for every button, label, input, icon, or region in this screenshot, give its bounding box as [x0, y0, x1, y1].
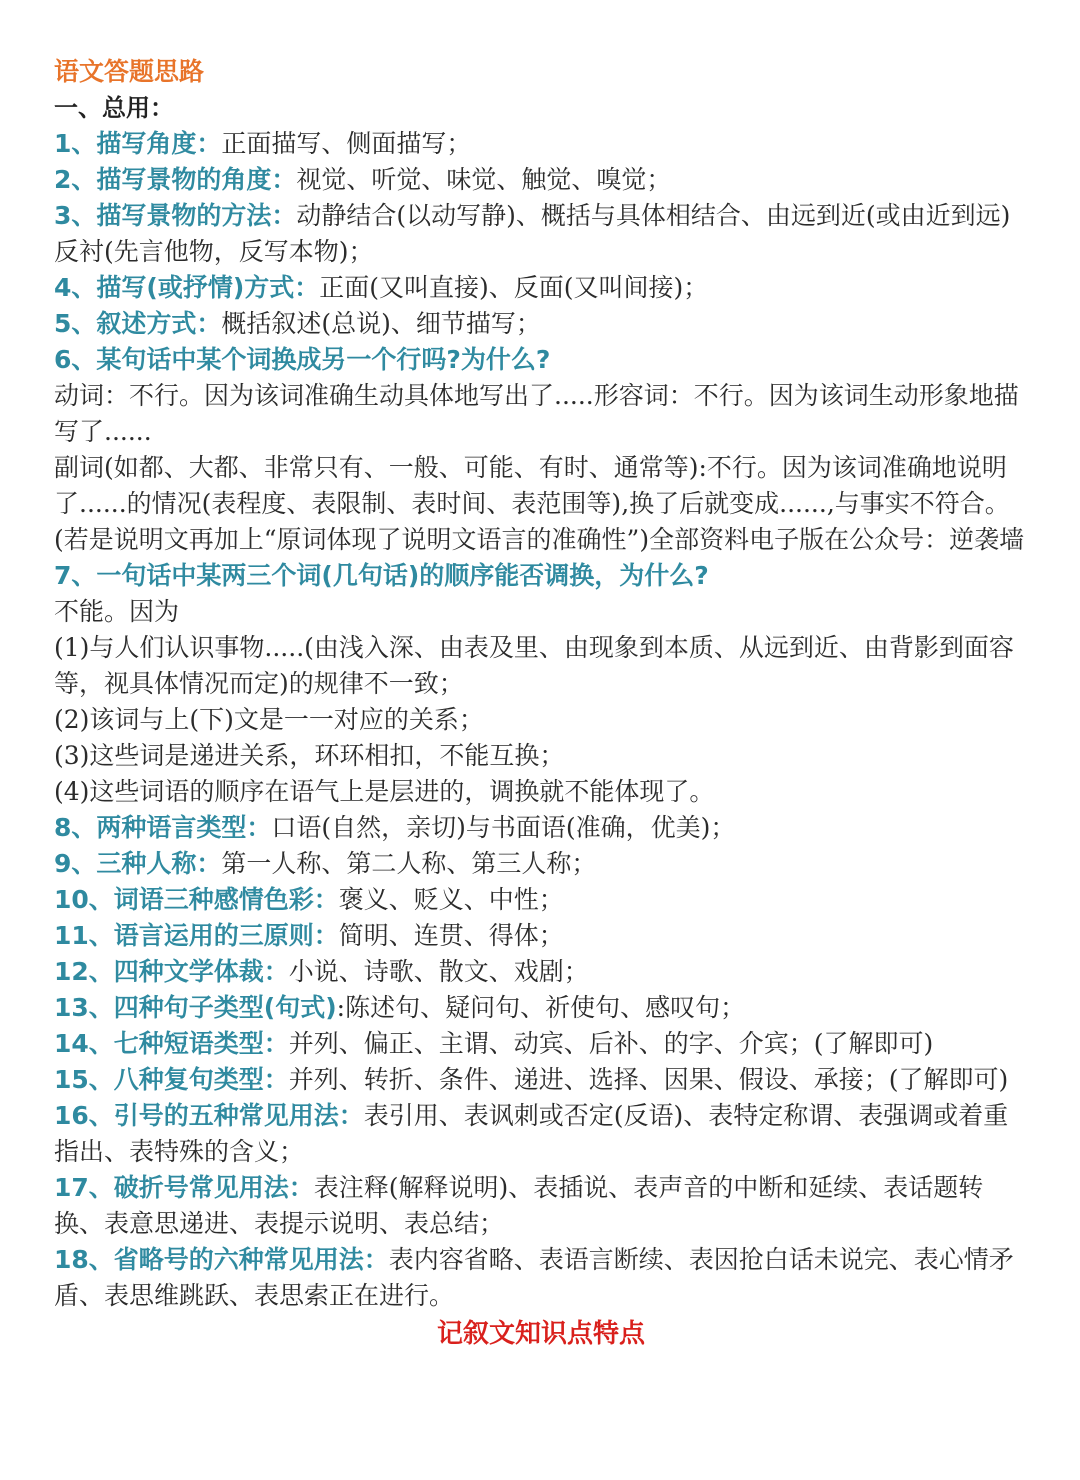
- list-item: [54, 954, 1028, 990]
- list-item: [54, 270, 1028, 306]
- item-text: 概括叙述(总说)、细节描写；: [221, 309, 541, 338]
- list-item: [54, 918, 1028, 954]
- answer-paragraph: (3)这些词是递进关系，环环相扣，不能互换；: [54, 741, 565, 770]
- item-text: 视觉、听觉、味觉、触觉、嗅觉；: [296, 165, 672, 194]
- item-lead: 17、破折号常见用法：: [54, 1173, 314, 1202]
- answer-paragraph: (2)该词与上(下)文是一一对应的关系；: [54, 705, 484, 734]
- item-lead: 1、描写角度：: [54, 129, 222, 158]
- list-item: [54, 810, 1028, 846]
- item-text: 并列、转折、条件、递进、选择、因果、假设、承接；(了解即可): [288, 1065, 1009, 1094]
- item-lead: 13、四种句子类型(句式): [54, 993, 337, 1022]
- answer-paragraph: (4)这些词语的顺序在语气上是层进的，调换就不能体现了。: [54, 777, 715, 806]
- answer-paragraph: (1)与人们认识事物.....(由浅入深、由表及里、由现象到本质、从远到近、由背影到面容等，视具体情况而定)的规律不一致；: [54, 633, 1014, 698]
- item-lead: 4、描写(或抒情)方式：: [54, 273, 320, 302]
- list-item: [54, 846, 1028, 882]
- section-heading: 一、总用：: [54, 94, 174, 122]
- list-item: [54, 1242, 1028, 1314]
- answer-paragraph: 不能。因为: [54, 597, 180, 626]
- answer-paragraph: 副词(如都、大都、非常只有、一般、可能、有时、通常等):不行。因为该词准确地说明了......的情况(表程度、表限制、表时间、表范围等),换了后就变成......,与事实不符合。(若是说明文再加上“原词体现了说明文语言的准确性”)全部资料电子版在公众号：逆袭墙: [54, 453, 1025, 554]
- list-item: [54, 1098, 1028, 1170]
- item-lead: 11、语言运用的三原则：: [54, 921, 339, 950]
- list-item: [54, 1170, 1028, 1242]
- question-7: 7、一句话中某两三个词(几句话)的顺序能否调换，为什么?: [54, 561, 709, 590]
- list-item: [54, 162, 1028, 198]
- list-item: [54, 126, 1028, 162]
- item-lead: 2、描写景物的角度：: [54, 165, 297, 194]
- list-item: [54, 990, 1028, 1026]
- list-item: [54, 1026, 1028, 1062]
- item-lead: 8、两种语言类型：: [54, 813, 272, 842]
- item-lead: 3、描写景物的方法：: [54, 201, 297, 230]
- item-text: 表注释(解释说明)、表插说、表声音的中断和延续、表话题转换、表意思递进、表提示说明、表总结；: [54, 1173, 984, 1238]
- list-item: [54, 198, 1028, 270]
- item-lead: 5、叙述方式：: [54, 309, 222, 338]
- next-section-title: 记叙文知识点特点: [436, 1319, 645, 1349]
- item-lead: 16、引号的五种常见用法：: [54, 1101, 364, 1130]
- item-lead: 12、四种文学体裁：: [54, 957, 289, 986]
- item-lead: 15、八种复句类型：: [54, 1065, 289, 1094]
- list-item: [54, 882, 1028, 918]
- question-6: 6、某句话中某个词换成另一个行吗?为什么?: [54, 345, 551, 374]
- item-text: 第一人称、第二人称、第三人称；: [221, 849, 597, 878]
- item-text: 简明、连贯、得体；: [338, 921, 564, 950]
- item-text: 并列、偏正、主谓、动宾、后补、的字、介宾；(了解即可): [288, 1029, 934, 1058]
- document-title: 语文答题思路: [54, 57, 205, 86]
- item-lead: 14、七种短语类型：: [54, 1029, 289, 1058]
- list-item: [54, 306, 1028, 342]
- item-text: 正面(又叫直接)、反面(又叫间接)；: [319, 273, 709, 302]
- item-lead: 9、三种人称：: [54, 849, 222, 878]
- item-text: 动静结合(以动写静)、概括与具体相结合、由远到近(或由近到远)反衬(先言他物，反写本物)；: [54, 201, 1011, 266]
- item-text: 表引用、表讽刺或否定(反语)、表特定称谓、表强调或着重指出、表特殊的含义；: [54, 1101, 1009, 1166]
- item-text: 小说、诗歌、散文、戏剧；: [288, 957, 589, 986]
- answer-paragraph: 动词：不行。因为该词准确生动具体地写出了.....形容词：不行。因为该词生动形象地描写了......: [54, 381, 1019, 446]
- item-text: 褒义、贬义、中性；: [338, 885, 564, 914]
- list-item: [54, 1062, 1028, 1098]
- item-lead: 18、省略号的六种常见用法：: [54, 1245, 389, 1274]
- item-text: 口语(自然，亲切)与书面语(准确，优美)；: [271, 813, 736, 842]
- item-text: :陈述句、疑问句、祈使句、感叹句；: [336, 993, 746, 1022]
- item-text: 表内容省略、表语言断续、表因抢白话未说完、表心情矛盾、表思维跳跃、表思索正在进行。: [54, 1245, 1014, 1310]
- item-text: 正面描写、侧面描写；: [221, 129, 472, 158]
- item-lead: 10、词语三种感情色彩：: [54, 885, 339, 914]
